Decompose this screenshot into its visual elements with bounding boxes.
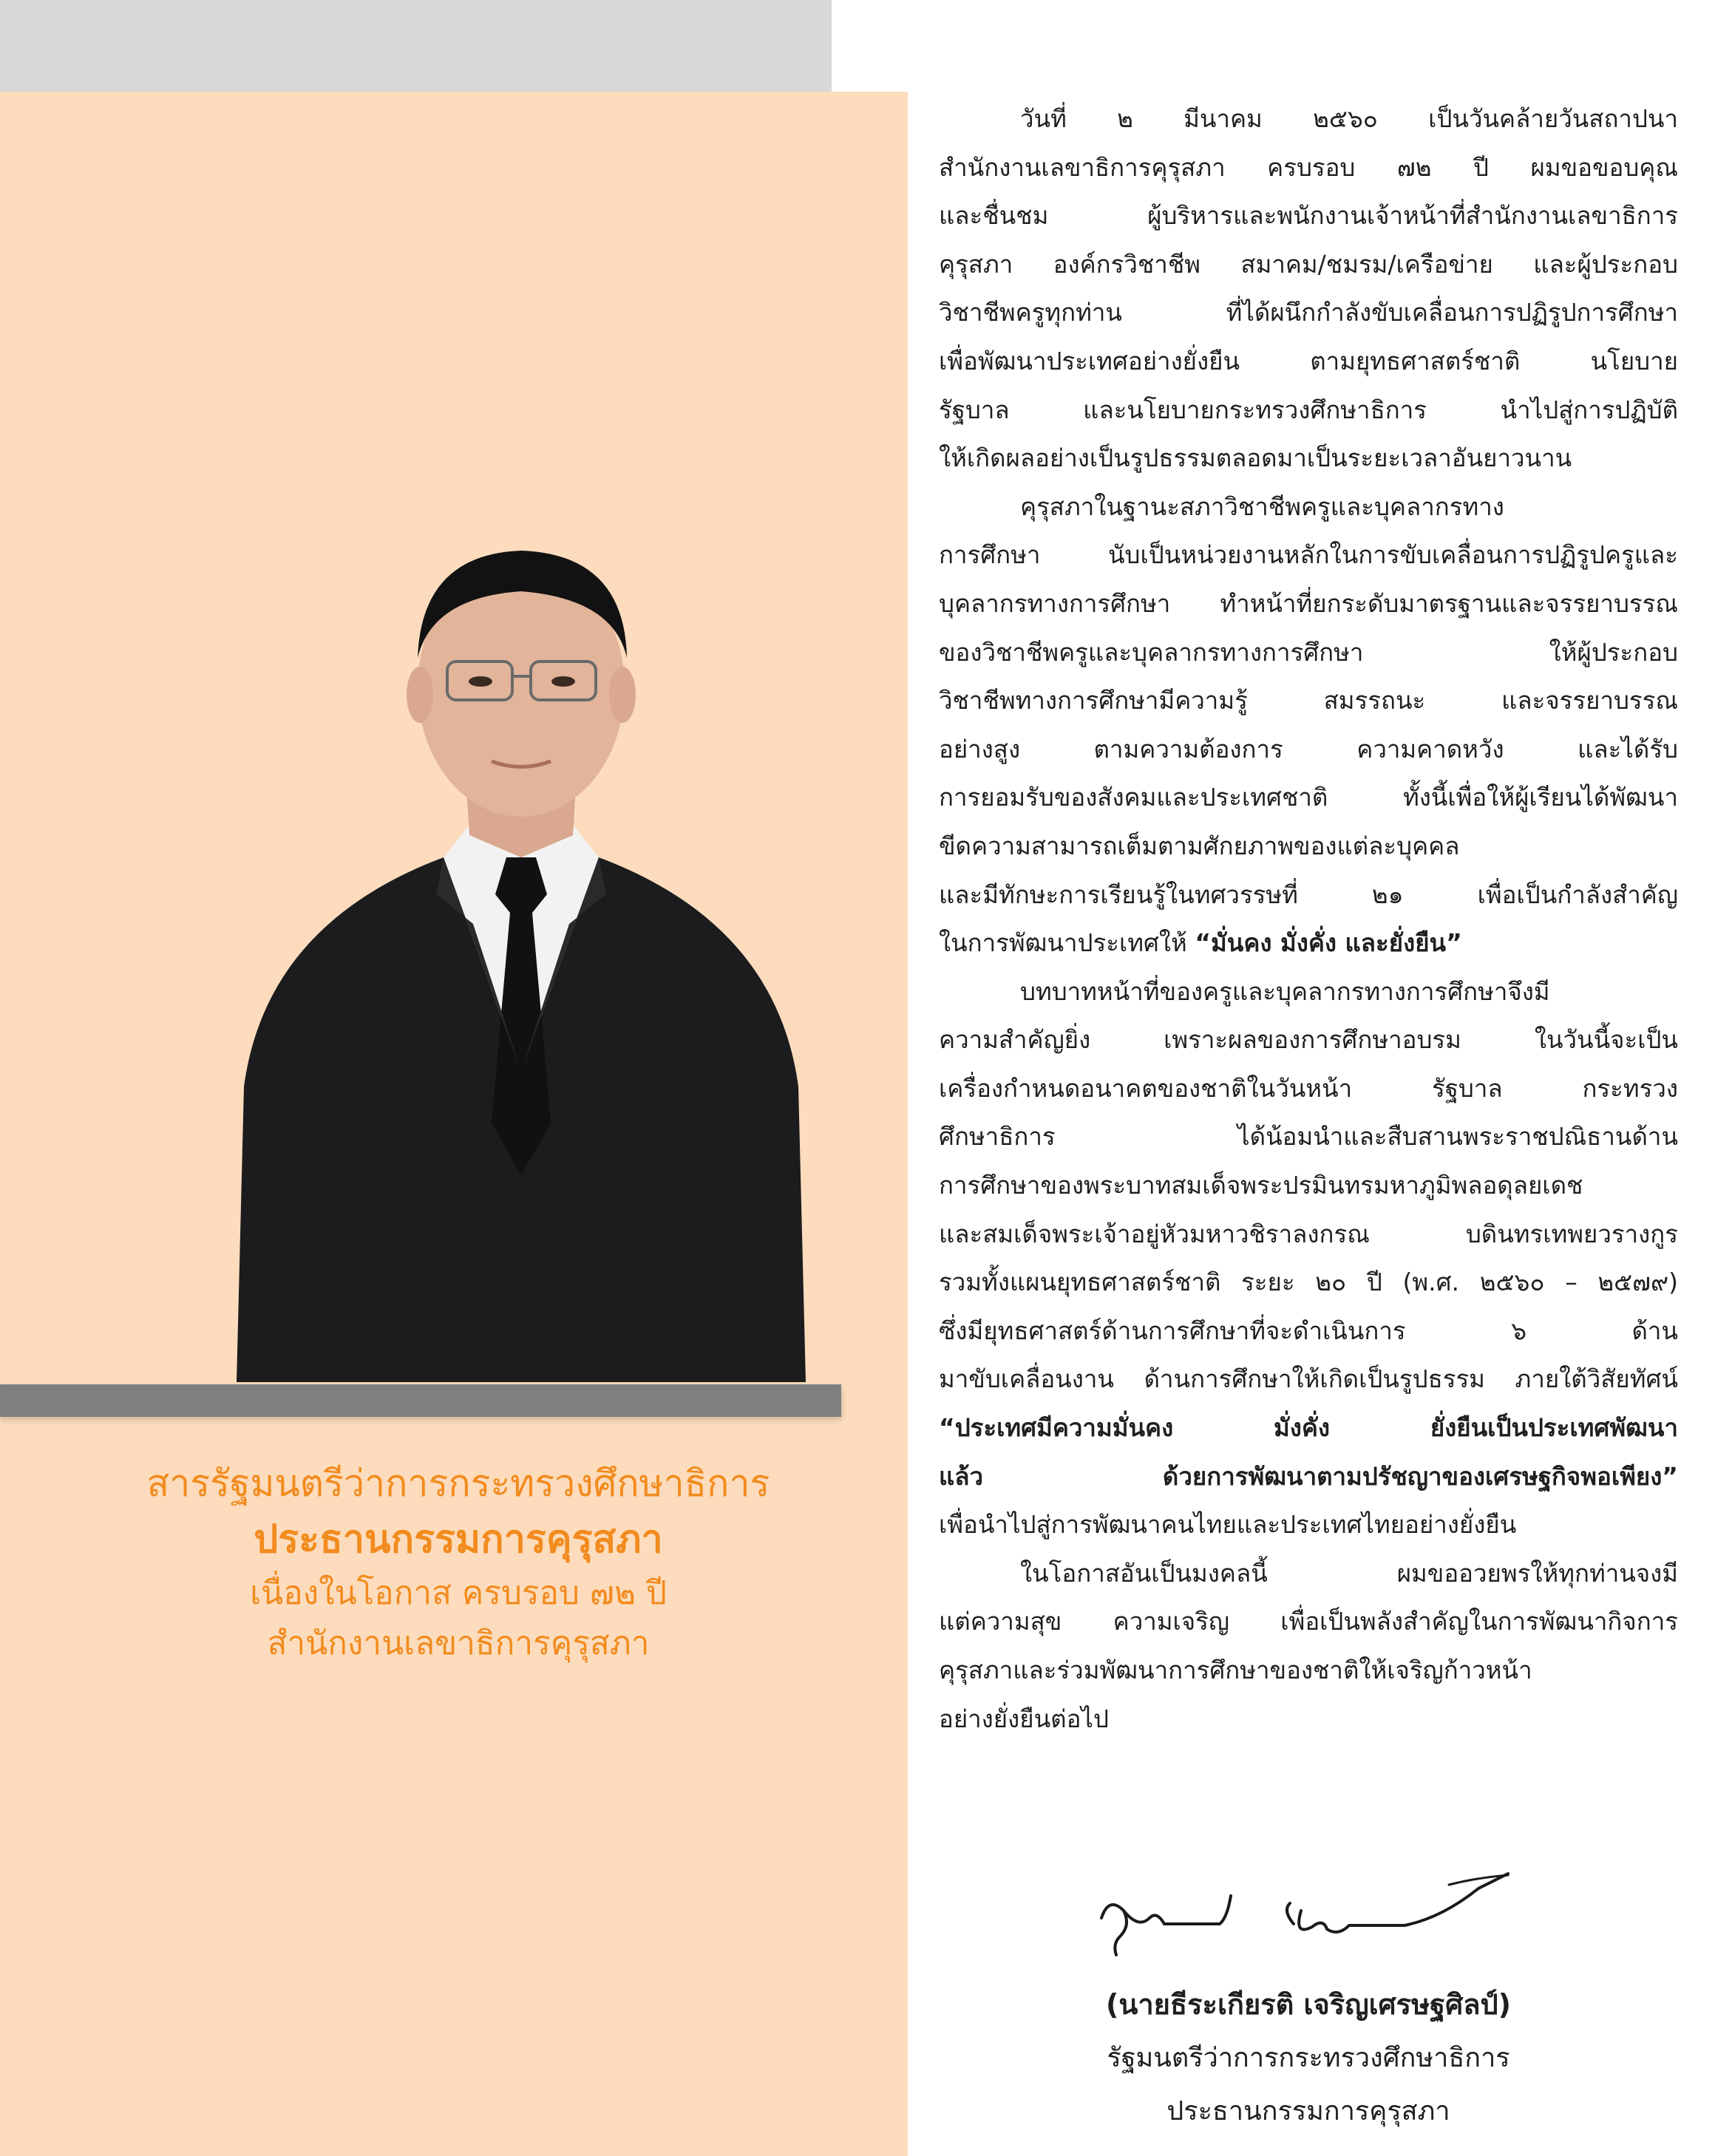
body-line: เพื่อนำไปสู่การพัฒนาคนไทยและประเทศไทยอย่างยั่งยืน <box>939 1510 1517 1540</box>
body-line: บทบาทหน้าที่ของครูและบุคลากรทางการศึกษาจึงมี <box>1020 976 1550 1006</box>
body-line: ขีดความสามารถเต็มตามศักยภาพของแต่ละบุคคล <box>939 831 1460 860</box>
bold-phrase: “มั่นคง มั่งคั่ง และยั่งยืน” <box>1195 928 1462 958</box>
portrait-photo <box>222 510 821 1382</box>
body-line: บุคลากรทางการศึกษา ทำหน้าที่ยกระดับมาตรฐานและจรรยาบรรณ <box>939 588 1678 618</box>
body-line: การศึกษา นับเป็นหน่วยงานหลักในการขับเคลื่อนการปฏิรูปครูและ <box>939 540 1678 570</box>
body-line: การศึกษาของพระบาทสมเด็จพระปรมินทรมหาภูมิพลอดุลยเดช <box>939 1171 1583 1200</box>
body-line: ซึ่งมียุทธศาสตร์ด้านการศึกษาที่จะดำเนินการ ๖ ด้าน <box>939 1316 1678 1345</box>
message-body <box>939 95 1678 1743</box>
body-line: อย่างสูง ตามความต้องการ ความคาดหวัง และได้รับ <box>939 734 1678 764</box>
body-line: วิชาชีพครูทุกท่าน ที่ได้ผนึกกำลังขับเคลื่อนการปฏิรูปการศึกษา <box>939 298 1678 327</box>
signatory-position: ประธานกรรมการคุรุสภา <box>1166 2096 1450 2126</box>
handwritten-signature <box>1094 1866 1515 1973</box>
body-line: ในโอกาสอันเป็นมงคลนี้ ผมขออวยพรให้ทุกท่านจงมี <box>1020 1558 1678 1588</box>
body-line: และมีทักษะการเรียนรู้ในทศวรรษที่ ๒๑ เพื่อเป็นกำลังสำคัญ <box>939 880 1678 909</box>
body-line: วันที่ ๒ มีนาคม ๒๕๖๐ เป็นวันคล้ายวันสถาปนา <box>1020 104 1678 133</box>
photo-underline-bar <box>0 1384 841 1417</box>
body-line: ให้เกิดผลอย่างเป็นรูปธรรมตลอดมาเป็นระยะเวลาอันยาวนาน <box>939 443 1572 473</box>
caption-role: ประธานกรรมการคุรุสภา <box>254 1517 663 1562</box>
body-line: สำนักงานเลขาธิการคุรุสภา ครบรอบ ๗๒ ปี ผมขอขอบคุณ <box>939 152 1678 182</box>
body-line: อย่างยั่งยืนต่อไป <box>939 1704 1109 1733</box>
signature-block <box>939 1977 1678 2138</box>
body-line-bold: “ประเทศมีความมั่นคง มั่งคั่ง ยั่งยืนเป็นประเทศพัฒนา <box>939 1413 1678 1443</box>
caption-block <box>89 1456 828 1669</box>
body-line-text: ในการพัฒนาประเทศให้ <box>939 928 1187 958</box>
body-line: รัฐบาล และนโยบายกระทรวงศึกษาธิการ นำไปสู่การปฏิบัติ <box>939 395 1678 424</box>
body-line: การยอมรับของสังคมและประเทศชาติ ทั้งนี้เพื่อให้ผู้เรียนได้พัฒนา <box>939 783 1678 812</box>
body-line: ศึกษาธิการ ได้น้อมนำและสืบสานพระราชปณิธานด้าน <box>939 1122 1678 1152</box>
body-line: แต่ความสุข ความเจริญ เพื่อเป็นพลังสำคัญในการพัฒนากิจการ <box>939 1607 1678 1636</box>
body-line: ของวิชาชีพครูและบุคลากรทางการศึกษา ให้ผู้ประกอบ <box>939 637 1678 667</box>
body-line-bold: แล้ว ด้วยการพัฒนาตามปรัชญาของเศรษฐกิจพอเพียง” <box>939 1461 1678 1491</box>
body-line: เพื่อพัฒนาประเทศอย่างยั่งยืน ตามยุทธศาสตร์ชาติ นโยบาย <box>939 346 1678 375</box>
caption-occasion: เนื่องในโอกาส ครบรอบ ๗๒ ปี <box>250 1574 667 1612</box>
body-line: รวมทั้งแผนยุทธศาสตร์ชาติ ระยะ ๒๐ ปี (พ.ศ. ๒๕๖๐ – ๒๕๗๙) <box>939 1268 1678 1297</box>
body-line: ความสำคัญยิ่ง เพราะผลของการศึกษาอบรม ในวันนี้จะเป็น <box>939 1025 1678 1055</box>
body-line: คุรุสภาและร่วมพัฒนาการศึกษาของชาติให้เจริญก้าวหน้า <box>939 1656 1532 1684</box>
caption-title: สารรัฐมนตรีว่าการกระทรวงศึกษาธิการ <box>146 1462 770 1505</box>
body-line: และสมเด็จพระเจ้าอยู่หัวมหาวชิราลงกรณ บดินทรเทพยวรางกูร <box>939 1219 1678 1248</box>
caption-organization: สำนักงานเลขาธิการคุรุสภา <box>267 1625 650 1662</box>
signatory-position: รัฐมนตรีว่าการกระทรวงศึกษาธิการ <box>1107 2043 1510 2073</box>
body-line-with-bold <box>939 919 1678 968</box>
body-line: คุรุสภา องค์กรวิชาชีพ สมาคม/ชมรม/เครือข่าย และผู้ประกอบ <box>939 249 1678 279</box>
signatory-name: (นายธีระเกียรติ เจริญเศรษฐศิลป์) <box>1105 1988 1511 2021</box>
header-gray-band <box>0 0 832 92</box>
body-line: มาขับเคลื่อนงาน ด้านการศึกษาให้เกิดเป็นรูปธรรม ภายใต้วิสัยทัศน์ <box>939 1364 1678 1394</box>
body-line: และชื่นชม ผู้บริหารและพนักงานเจ้าหน้าที่สำนักงานเลขาธิการ <box>939 201 1678 231</box>
body-line: คุรุสภาในฐานะสภาวิชาชีพครูและบุคลากรทาง <box>1020 492 1504 521</box>
body-line: เครื่องกำหนดอนาคตของชาติในวันหน้า รัฐบาล กระทรวง <box>939 1073 1678 1103</box>
body-line: วิชาชีพทางการศึกษามีความรู้ สมรรถนะ และจรรยาบรรณ <box>939 686 1678 715</box>
